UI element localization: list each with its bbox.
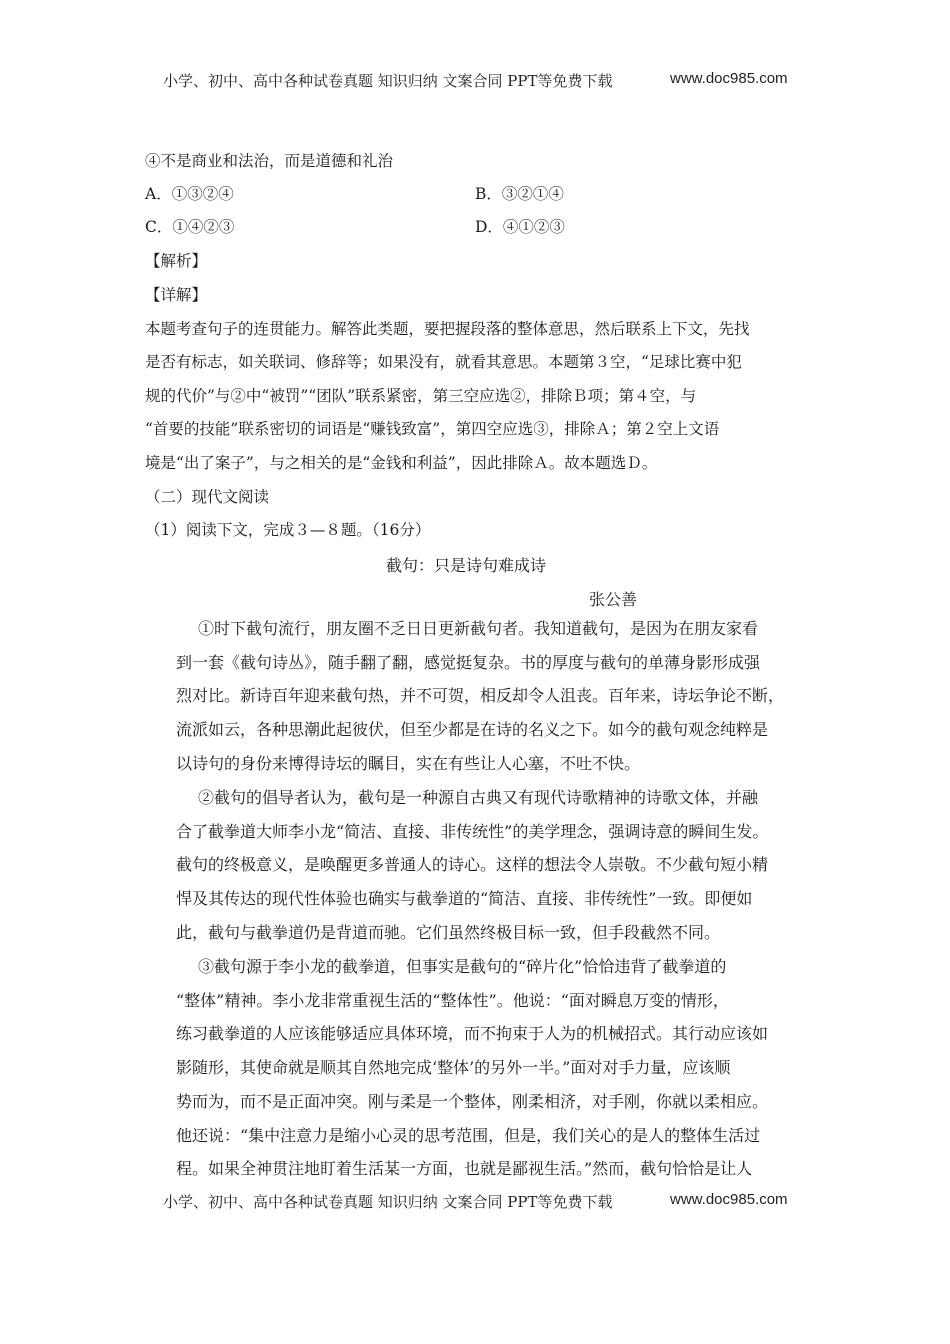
paragraph-line: 程。如果全神贯注地盯着生活某一方面，也就是鄙视生活。”然而，截句恰恰是让人 bbox=[176, 1159, 753, 1179]
detail-line: 规的代价”与②中“被罚”“团队”联系紧密，第三空应选②，排除Ｂ项；第４空，与 bbox=[145, 387, 697, 405]
article-title: 截句：只是诗句难成诗 bbox=[386, 556, 547, 575]
section-heading: （二）现代文阅读 bbox=[145, 488, 270, 506]
detail-line: 境是“出了案子”，与之相关的是“金钱和利益”，因此排除Ａ。故本题选Ｄ。 bbox=[145, 454, 658, 472]
article-paragraph-2 bbox=[176, 781, 816, 950]
paragraph-line: ③截句源于李小龙的截拳道，但事实是截句的“碎片化”恰恰违背了截拳道的 bbox=[198, 957, 727, 976]
footer-text: 小学、初中、高中各种试卷真题 知识归纳 文案合同 PPT等免费下载 bbox=[163, 1193, 613, 1211]
header-text: 小学、初中、高中各种试卷真题 知识归纳 文案合同 PPT等免费下载 bbox=[163, 72, 613, 90]
choice-a: A．①③②④ bbox=[145, 185, 234, 203]
page-footer bbox=[163, 1191, 803, 1212]
choice-d: D．④①②③ bbox=[475, 218, 565, 236]
paragraph-line: 以诗句的身份来博得诗坛的瞩目，实在有些让人心塞，不吐不快。 bbox=[176, 753, 641, 773]
paragraph-line: 烈对比。新诗百年迎来截句热，并不可贺，相反却令人沮丧。百年来，诗坛争论不断， bbox=[176, 686, 785, 706]
footer-url-link[interactable]: www.doc985.com bbox=[670, 1191, 788, 1208]
choice-c: C．①④②③ bbox=[145, 218, 235, 236]
detail-line: 是否有标志，如关联词、修辞等；如果没有，就看其意思。本题第３空，“足球比赛中犯 bbox=[145, 353, 742, 371]
paragraph-line: 影随形，其使命就是顺其自然地完成‘整体’的另外一半。”面对对手力量，应该顺 bbox=[176, 1058, 731, 1078]
paragraph-line: 截句的终极意义，是唤醒更多普通人的诗心。这样的想法令人崇敬。不少截句短小精 bbox=[176, 855, 769, 875]
detail-line: “首要的技能”联系密切的词语是“赚钱致富”，第四空应选③，排除Ａ；第２空上文语 bbox=[145, 420, 720, 438]
paragraph-line: 练习截拳道的人应该能够适应具体环境，而不拘束于人为的机械招式。其行动应该如 bbox=[176, 1024, 769, 1044]
paragraph-line: “整体”精神。李小龙非常重视生活的“整体性”。他说：“面对瞬息万变的情形， bbox=[176, 990, 729, 1010]
article-author: 张公善 bbox=[589, 590, 638, 609]
article-paragraph-1 bbox=[176, 612, 816, 781]
detail-label: 【详解】 bbox=[145, 286, 208, 304]
paragraph-line: 势而为，而不是正面冲突。刚与柔是一个整体，刚柔相济，对手刚，你就以柔相应。 bbox=[176, 1091, 769, 1111]
paragraph-line: ②截句的倡导者认为，截句是一种源自古典又有现代诗歌精神的诗歌文体，并融 bbox=[198, 788, 759, 807]
paragraph-line: 流派如云，各种思潮此起彼伏，但至少都是在诗的名义之下。如今的截句观念纯粹是 bbox=[176, 720, 769, 740]
paragraph-line: 到一套《截句诗丛》，随手翻了翻，感觉挺复杂。书的厚度与截句的单薄身影形成强 bbox=[176, 652, 761, 672]
analysis-label: 【解析】 bbox=[145, 252, 208, 270]
header-url-link[interactable]: www.doc985.com bbox=[670, 70, 788, 87]
paragraph-line: 合了截拳道大师李小龙“简洁、直接、非传统性”的美学理念，强调诗意的瞬间生发。 bbox=[176, 821, 769, 841]
section-instruction: （1）阅读下文，完成３—８题。（16分） bbox=[145, 521, 431, 539]
article-paragraph-3 bbox=[176, 950, 816, 1186]
paragraph-line: 悍及其传达的现代性体验也确实与截拳道的“简洁、直接、非传统性”一致。即便如 bbox=[176, 889, 753, 909]
page-header bbox=[163, 70, 803, 91]
paragraph-line: 此，截句与截拳道仍是背道而驰。它们虽然终极目标一致，但手段截然不同。 bbox=[176, 922, 721, 942]
detail-line: 本题考查句子的连贯能力。解答此类题，要把握段落的整体意思，然后联系上下文，先找 bbox=[145, 320, 750, 338]
option-4-text: ④不是商业和法治，而是道德和礼治 bbox=[145, 152, 394, 170]
paragraph-line: ①时下截句流行，朋友圈不乏日日更新截句者。我知道截句，是因为在朋友家看 bbox=[198, 619, 759, 638]
choice-b: B．③②①④ bbox=[475, 185, 564, 203]
paragraph-line: 他还说：“集中注意力是缩小心灵的思考范围，但是，我们关心的是人的整体生活过 bbox=[176, 1125, 761, 1145]
